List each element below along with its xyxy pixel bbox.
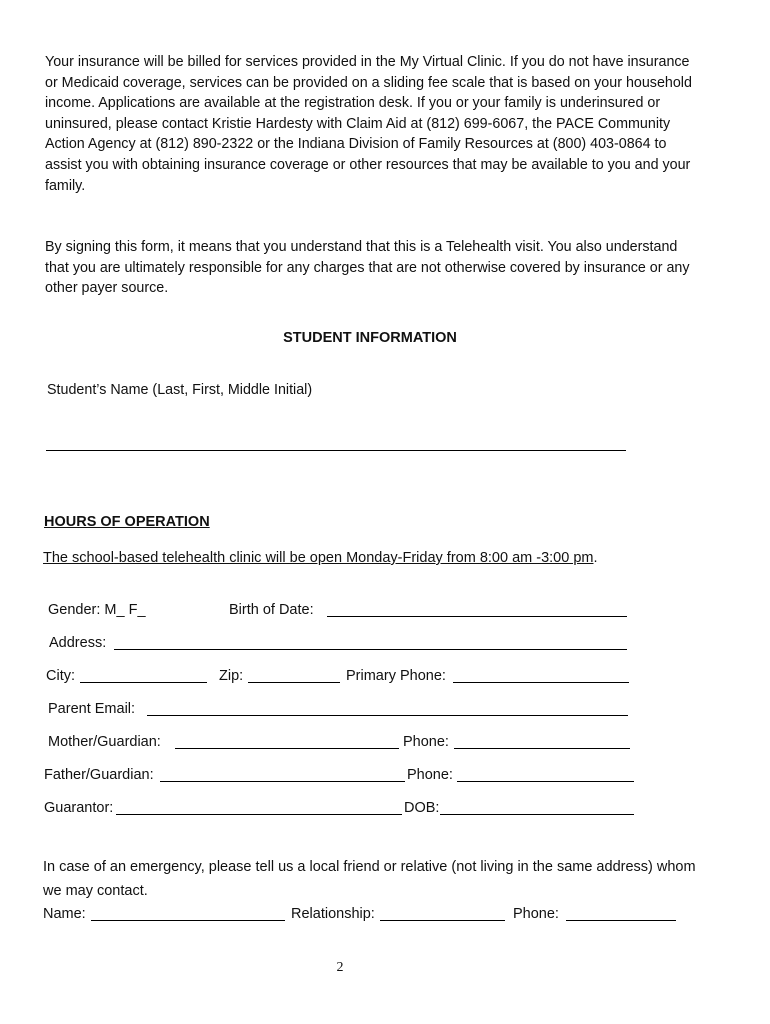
hours-text-body: The school-based telehealth clinic will be open Monday-Friday from 8:00 am -3:00 pm	[43, 550, 594, 566]
city-field[interactable]	[80, 668, 207, 687]
father-guardian-field[interactable]	[160, 767, 405, 786]
emergency-name-field[interactable]	[91, 906, 285, 925]
city-row	[0, 668, 770, 688]
signing-paragraph: By signing this form, it means that you understand that this is a Telehealth visit. You also understand that you are ultimately responsible for any charges that are not otherwise covered by insurance or any other payer source.	[45, 239, 690, 297]
parent-email-label: Parent Email:	[48, 701, 136, 717]
primary-phone-field[interactable]	[453, 668, 629, 687]
father-guardian-row	[0, 767, 770, 787]
guarantor-field[interactable]	[116, 800, 402, 819]
relationship-field[interactable]	[380, 906, 505, 925]
student-name-label: Student’s Name (Last, First, Middle Initial)	[47, 382, 313, 398]
emergency-phone-label: Phone:	[513, 906, 559, 922]
dob-label: DOB:	[404, 800, 440, 816]
parent-email-row	[0, 701, 770, 721]
mother-guardian-field[interactable]	[175, 734, 399, 753]
zip-field[interactable]	[248, 668, 340, 687]
address-row	[0, 635, 770, 655]
mother-phone-field[interactable]	[454, 734, 630, 753]
mother-phone-label: Phone:	[403, 734, 449, 750]
mother-guardian-label: Mother/Guardian:	[48, 734, 161, 750]
primary-phone-label: Primary Phone:	[346, 668, 446, 684]
emergency-name-label: Name:	[43, 906, 86, 922]
page-number: 2	[336, 960, 344, 975]
guarantor-row	[0, 800, 770, 820]
father-phone-field[interactable]	[457, 767, 634, 786]
father-guardian-label: Father/Guardian:	[44, 767, 154, 783]
guarantor-label: Guarantor:	[44, 800, 114, 816]
relationship-label: Relationship:	[291, 906, 375, 922]
address-label: Address:	[49, 635, 107, 651]
gender-label: Gender: M_ F_	[48, 602, 146, 618]
insurance-paragraph: Your insurance will be billed for services provided in the My Virtual Clinic. If you do not have insurance or Medicaid coverage, services can be provided on a sliding fee scale that is based on your household income. Applications are available at the registration desk. If you or your family is underinsured or uninsured, please contact Kristie Hardesty with Claim Aid at (812) 699-6067, the PACE Community Action Agency at (812) 890-2322 or the Indiana Division of Family Resources at (800) 403-0864 to assist you with obtaining insurance coverage or other resources that may be available to you and your family.	[45, 54, 692, 194]
student-information-heading: STUDENT INFORMATION	[283, 330, 457, 346]
birth-date-label: Birth of Date:	[229, 602, 314, 618]
gender-row	[0, 602, 770, 622]
student-name-line[interactable]	[46, 450, 626, 451]
father-phone-label: Phone:	[407, 767, 453, 783]
birth-date-field[interactable]	[327, 602, 627, 621]
mother-guardian-row	[0, 734, 770, 754]
parent-email-field[interactable]	[147, 701, 628, 720]
hours-text-period: .	[593, 550, 598, 566]
emergency-contact-row	[0, 906, 770, 926]
zip-label: Zip:	[219, 668, 244, 684]
emergency-phone-field[interactable]	[566, 906, 676, 925]
emergency-intro: In case of an emergency, please tell us a local friend or relative (not living in the same address) whom we may contact.	[43, 859, 696, 899]
dob-field[interactable]	[440, 800, 634, 819]
hours-heading: HOURS OF OPERATION	[44, 514, 210, 530]
address-field[interactable]	[114, 635, 627, 654]
hours-text	[43, 550, 598, 566]
city-label: City:	[46, 668, 75, 684]
